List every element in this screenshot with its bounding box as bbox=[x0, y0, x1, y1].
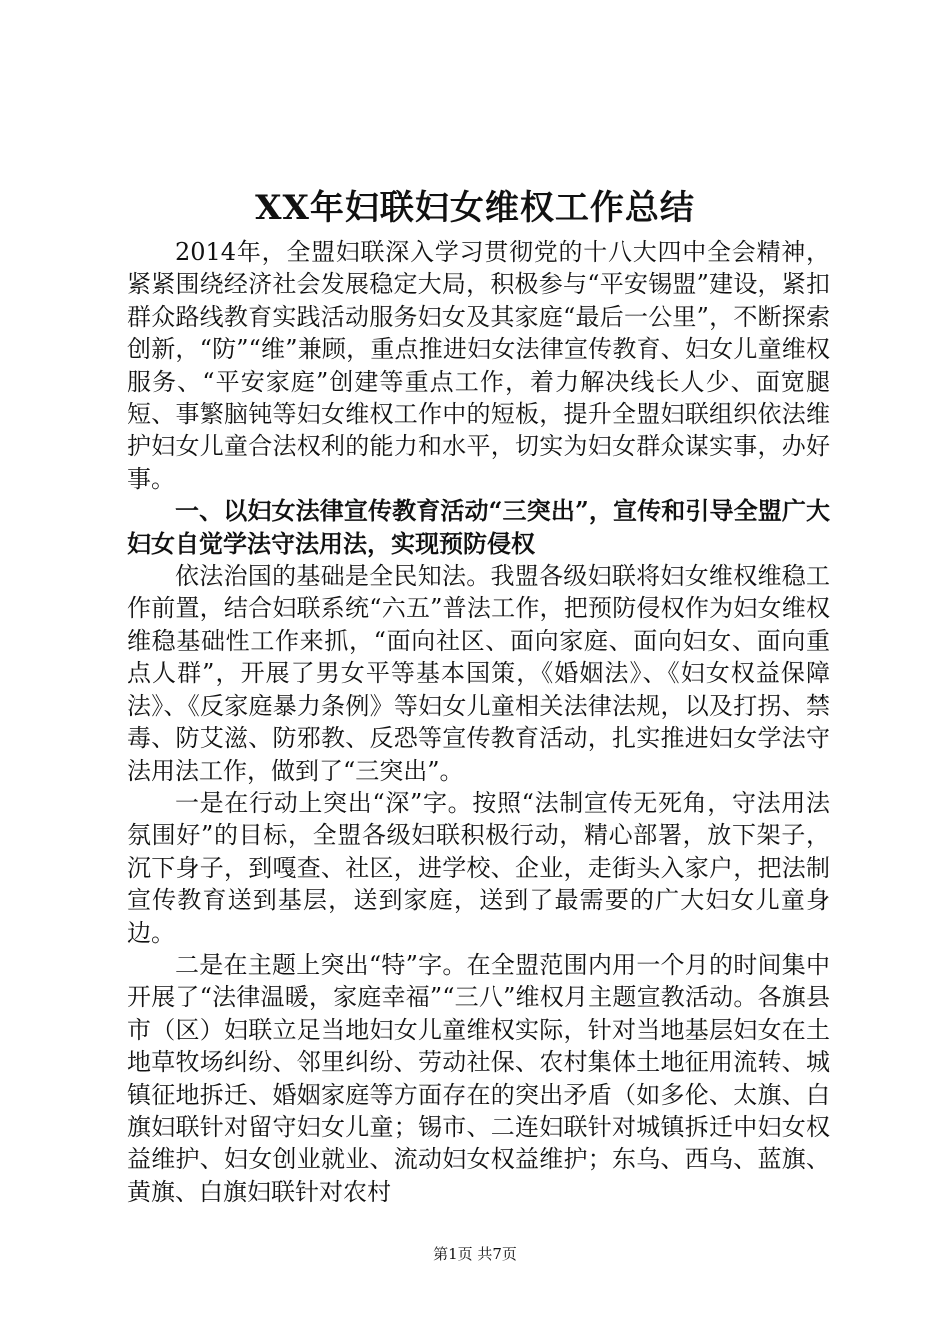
section-heading-1: 一、以妇女法律宣传教育活动“三突出”，宣传和引导全盟广大妇女自觉学法守法用法，实现预防侵权 bbox=[127, 496, 830, 558]
paragraph-point-one: 一是在行动上突出“深”字。按照“法制宣传无死角，守法用法氛围好”的目标，全盟各级妇联积极行动，精心部署，放下架子，沉下身子，到嘎查、社区，进学校、企业，走街头入家户，把法制宣传教育送到基层，送到家庭，送到了最需要的广大妇女儿童身边。 bbox=[127, 788, 830, 947]
document-title: XX年妇联妇女维权工作总结 bbox=[255, 188, 695, 228]
paragraph-rule-of-law: 依法治国的基础是全民知法。我盟各级妇联将妇女维权维稳工作前置，结合妇联系统“六五”普法工作，把预防侵权作为妇女维权维稳基础性工作来抓，“面向社区、面向家庭、面向妇女、面向重点人群”，开展了男女平等基本国策，《婚姻法》、《妇女权益保障法》、《反家庭暴力条例》等妇女儿童相关法律法规，以及打拐、禁毒、防艾滋、防邪教、反恐等宣传教育活动，扎实推进妇女学法守法用法工作，做到了“三突出”。 bbox=[127, 562, 830, 785]
document-body bbox=[127, 236, 830, 1208]
paragraph-point-two: 二是在主题上突出“特”字。在全盟范围内用一个月的时间集中开展了“法律温暖，家庭幸福”“三八”维权月主题宣教活动。各旗县市（区）妇联立足当地妇女儿童维权实际，针对当地基层妇女在土地草牧场纠纷、邻里纠纷、劳动社保、农村集体土地征用流转、城镇征地拆迁、婚姻家庭等方面存在的突出矛盾（如多伦、太旗、白旗妇联针对留守妇女儿童；锡市、二连妇联针对城镇拆迁中妇女权益维护、妇女创业就业、流动妇女权益维护；东乌、西乌、蓝旗、黄旗、白旗妇联针对农村 bbox=[127, 950, 830, 1206]
paragraph-intro: 2014年，全盟妇联深入学习贯彻党的十八大四中全会精神，紧紧围绕经济社会发展稳定大局，积极参与“平安锡盟”建设，紧扣群众路线教育实践活动服务妇女及其家庭“最后一公里”，不断探索创新，“防”“维”兼顾，重点推进妇女法律宣传教育、妇女儿童维权服务、“平安家庭”创建等重点工作，着力解决线长人少、面宽腿短、事繁脑钝等妇女维权工作中的短板，提升全盟妇联组织依法维护妇女儿童合法权利的能力和水平，切实为妇女群众谋实事，办好事。 bbox=[127, 238, 830, 493]
page-number-footer: 第1页 共7页 bbox=[433, 1245, 517, 1263]
